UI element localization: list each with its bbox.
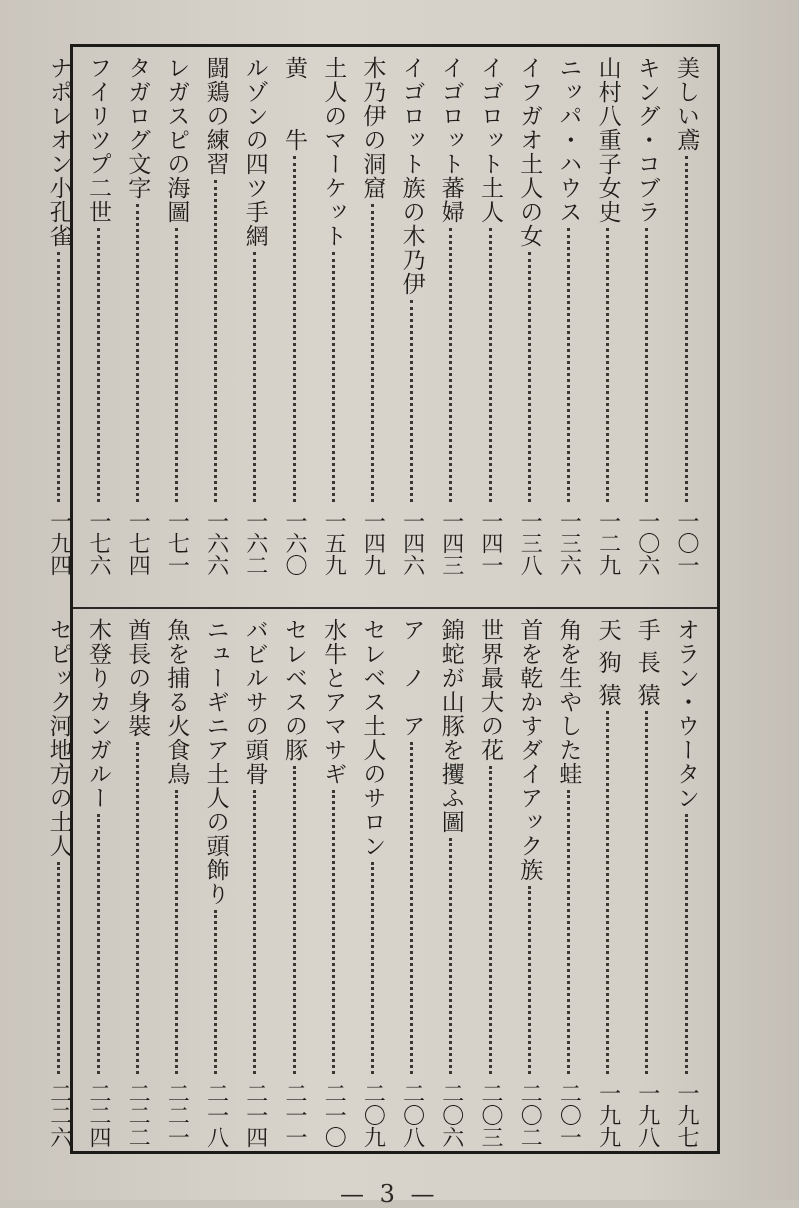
toc-entry-page: 一七四 — [125, 510, 151, 576]
toc-entry — [41, 56, 77, 576]
toc-entry-title: レガスピの海圖 — [163, 56, 190, 224]
toc-entry-title: 木乃伊の洞窟 — [359, 56, 386, 200]
toc-entry-title: ナポレオン小孔雀 — [45, 56, 72, 248]
toc-entry-title: 美しい鳶 — [673, 56, 699, 152]
toc-entry-page: 一七一 — [164, 510, 190, 576]
toc-entry — [394, 618, 430, 1148]
toc-entry-title: 水牛とアマサギ — [320, 618, 347, 786]
dot-leader — [293, 156, 296, 502]
toc-entry-title: 天 狗 猿 — [594, 618, 621, 707]
toc-entry — [119, 56, 155, 576]
toc-entry-page: 二〇六 — [438, 1082, 464, 1148]
dot-leader — [253, 790, 256, 1074]
toc-entry — [315, 56, 351, 576]
toc-entry — [276, 56, 312, 576]
dot-leader — [528, 886, 531, 1074]
toc-entry-title: セレベスの豚 — [281, 618, 307, 762]
toc-entry-page: 一三六 — [556, 510, 582, 576]
toc-entry — [198, 56, 234, 576]
toc-entry-page: 二〇二 — [517, 1082, 543, 1148]
toc-entry-page: 二一四 — [242, 1082, 268, 1148]
dot-leader — [528, 252, 531, 502]
dot-leader — [371, 204, 374, 502]
toc-entry — [590, 618, 626, 1148]
toc-entry-title: 首を乾かすダイアック族 — [516, 618, 543, 882]
toc-entry-title: セレベス土人のサロン — [359, 618, 386, 858]
toc-entry — [315, 618, 351, 1148]
dot-leader — [410, 742, 413, 1074]
toc-entry-title: 闘鶏の練習 — [202, 56, 229, 176]
toc-entry — [472, 56, 508, 576]
toc-entry-page: 一九七 — [674, 1082, 699, 1148]
toc-entry-page: 一四九 — [360, 510, 386, 576]
dot-leader — [371, 862, 374, 1074]
dot-leader — [293, 766, 296, 1074]
dot-leader — [567, 790, 570, 1074]
toc-entry-page: 一〇六 — [634, 510, 660, 576]
toc-entry-title: 世界最大の花 — [477, 618, 503, 762]
dot-leader — [214, 180, 217, 502]
toc-entry — [80, 618, 116, 1148]
toc-entry — [433, 56, 469, 576]
toc-entry-page: 一六〇 — [282, 510, 307, 576]
toc-entry-title: 魚を捕る火食鳥 — [163, 618, 190, 786]
toc-entry — [354, 618, 390, 1148]
toc-entry-page: 一六六 — [203, 510, 229, 576]
toc-entry — [394, 56, 430, 576]
toc-entry-page: 一九八 — [634, 1082, 660, 1148]
toc-entry-title: オラン・ウータン — [673, 618, 699, 810]
toc-entry-page: 二二四 — [86, 1082, 111, 1148]
toc-entry-page: 二二六 — [46, 1082, 72, 1148]
dot-leader — [606, 711, 609, 1074]
toc-entry — [629, 56, 665, 576]
toc-entry-title: 角を生やした蛙 — [555, 618, 582, 786]
toc-entry — [550, 56, 586, 576]
toc-entry — [237, 56, 273, 576]
toc-entry-page: 一四六 — [399, 510, 425, 576]
toc-entry-page: 一九四 — [46, 510, 72, 576]
toc-entry-page: 二〇一 — [556, 1082, 582, 1148]
dot-leader — [97, 814, 100, 1074]
toc-entry — [511, 56, 547, 576]
dot-leader — [253, 252, 256, 502]
dot-leader — [136, 204, 139, 502]
toc-entry-title: 山村八重子女史 — [594, 56, 621, 224]
toc-entry-page: 二〇三 — [478, 1082, 503, 1148]
toc-entry — [237, 618, 273, 1148]
toc-entry-page: 一七六 — [86, 510, 111, 576]
toc-entry — [41, 618, 77, 1148]
toc-entry — [119, 618, 155, 1148]
dot-leader — [57, 862, 60, 1074]
toc-entry-title: イゴロット族の木乃伊 — [398, 56, 425, 296]
toc-entry — [158, 56, 194, 576]
toc-entry-title: フイリツプ二世 — [85, 56, 111, 224]
page-marker: — 3 — — [340, 1180, 439, 1208]
dot-leader — [685, 814, 688, 1074]
dot-leader — [567, 228, 570, 502]
dot-leader — [606, 228, 609, 502]
toc-entry-page: 二〇八 — [399, 1082, 425, 1148]
dot-leader — [97, 228, 100, 502]
toc-entry-title: ニッパ・ハウス — [555, 56, 582, 224]
toc-entry-title: イゴロット蕃婦 — [437, 56, 464, 224]
toc-entry — [158, 618, 194, 1148]
toc-entry-title: 手 長 猿 — [633, 618, 660, 707]
toc-entry-page: 一六二 — [242, 510, 268, 576]
toc-entry — [276, 618, 312, 1148]
toc-entry-title: ア ノ ア — [398, 618, 425, 738]
toc-entry-page: 一三八 — [517, 510, 543, 576]
toc-entry-title: 黄 牛 — [281, 56, 307, 152]
toc-entry — [472, 618, 508, 1148]
toc-entry-title: イゴロット土人 — [477, 56, 503, 224]
toc-entry-page: 二一一 — [282, 1082, 307, 1148]
toc-entry-page: 二一八 — [203, 1082, 229, 1148]
toc-entry-title: 土人のマーケット — [320, 56, 347, 248]
dot-leader — [449, 228, 452, 502]
toc-entry-page: 二二二 — [125, 1082, 151, 1148]
toc-entry-title: ルゾンの四ツ手網 — [241, 56, 268, 248]
dot-leader — [57, 252, 60, 502]
toc-entry-title: 木登りカンガルー — [85, 618, 111, 810]
toc-entry — [590, 56, 626, 576]
toc-entry-page: 二一〇 — [321, 1082, 347, 1148]
toc-entry — [668, 618, 704, 1148]
dot-leader — [175, 228, 178, 502]
dot-leader — [645, 228, 648, 502]
toc-entry-page: 二二一 — [164, 1082, 190, 1148]
toc-entry-page: 一〇一 — [674, 510, 699, 576]
toc-entry-page: 一五九 — [321, 510, 347, 576]
toc-entry-page: 一四一 — [478, 510, 503, 576]
toc-entry-page: 一四三 — [438, 510, 464, 576]
toc-entry — [354, 56, 390, 576]
toc-entry-title: ニューギニア土人の頭飾り — [202, 618, 229, 906]
toc-entry-page: 二〇九 — [360, 1082, 386, 1148]
dot-leader — [410, 300, 413, 502]
toc-entry — [198, 618, 234, 1148]
toc-entry-page: 一九九 — [595, 1082, 621, 1148]
toc-entry — [629, 618, 665, 1148]
dot-leader — [685, 156, 688, 502]
dot-leader — [214, 910, 217, 1074]
toc-entry-title: バビルサの頭骨 — [241, 618, 268, 786]
toc-entry — [511, 618, 547, 1148]
dot-leader — [332, 790, 335, 1074]
dot-leader — [489, 228, 492, 502]
toc-entry-title: イフガオ土人の女 — [516, 56, 543, 248]
toc-entry-title: タガログ文字 — [124, 56, 151, 200]
dot-leader — [449, 838, 452, 1074]
toc-entry-title: 錦蛇が山豚を攫ふ圖 — [437, 618, 464, 834]
dot-leader — [645, 711, 648, 1074]
dot-leader — [136, 742, 139, 1074]
toc-entry — [433, 618, 469, 1148]
toc-entry-title: 酋長の身裝 — [124, 618, 151, 738]
toc-entry — [668, 56, 704, 576]
toc-entry-title: セピック河地方の土人 — [45, 618, 72, 858]
toc-entry — [550, 618, 586, 1148]
dot-leader — [175, 790, 178, 1074]
section-divider — [73, 607, 717, 609]
dot-leader — [332, 252, 335, 502]
toc-entry-title: キング・コブラ — [633, 56, 660, 224]
toc-entry-page: 一二九 — [595, 510, 621, 576]
toc-entry — [80, 56, 116, 576]
dot-leader — [489, 766, 492, 1074]
